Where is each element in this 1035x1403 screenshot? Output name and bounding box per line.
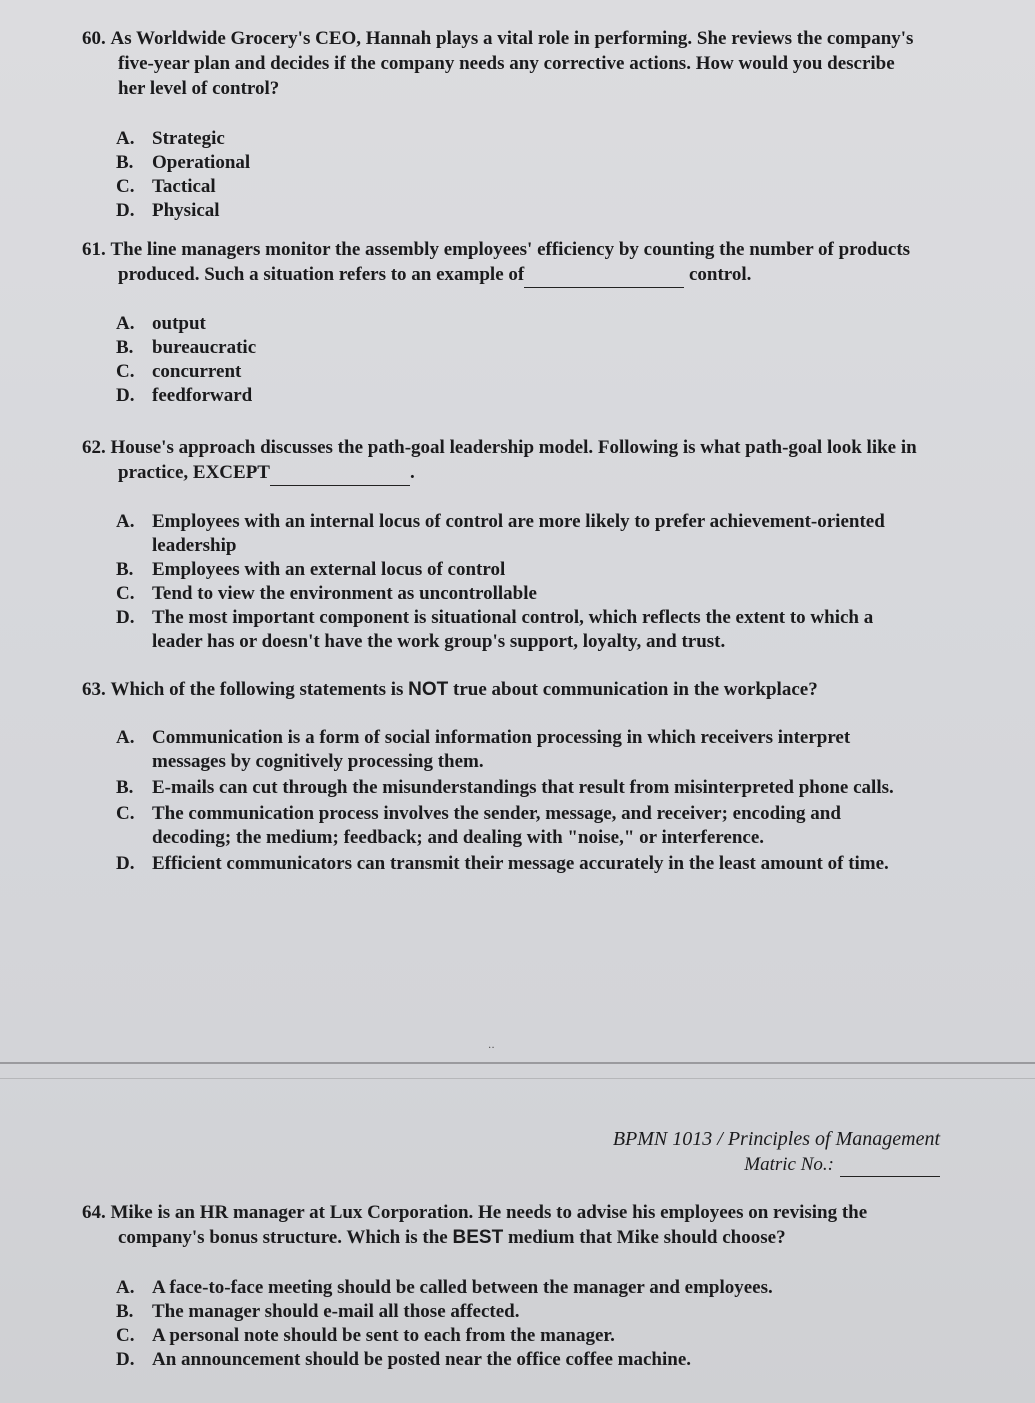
answer-blank[interactable] <box>524 262 684 288</box>
option-b[interactable]: B. E-mails can cut through the misunderstandings that result from misinterpreted phone calls. <box>116 777 894 798</box>
option-b[interactable]: B. The manager should e-mail all those affected. <box>116 1301 520 1322</box>
option-a[interactable]: A. output <box>116 313 206 334</box>
course-header <box>613 1128 940 1151</box>
question-emphasis: BEST <box>452 1227 504 1248</box>
question-text: The line managers monitor the assembly employees' efficiency by counting the number of products produced. Such a situation refers to an example of <box>110 239 911 285</box>
option-d[interactable]: D. The most important component is situational control, which reflects the extent to which a leader has or doesn't have the work group's support, loyalty, and trust. <box>116 607 874 652</box>
question-stem <box>60 677 920 702</box>
matric-label: Matric No.: <box>744 1154 834 1175</box>
page-divider-shadow <box>0 1078 1035 1079</box>
option-list <box>60 127 920 223</box>
question-61 <box>60 237 920 408</box>
question-number: 64. <box>82 1202 106 1223</box>
question-emphasis: NOT <box>408 679 449 700</box>
option-c[interactable]: C. concurrent <box>116 361 242 382</box>
question-text: House's approach discusses the path-goal leadership model. Following is what path-goal look like in practice, EXCEPT <box>110 437 917 483</box>
question-63 <box>60 677 920 876</box>
question-number: 60. <box>82 28 106 49</box>
course-title: BPMN 1013 / Principles of Management <box>612 1128 940 1150</box>
option-d[interactable]: D. feedforward <box>116 385 253 406</box>
option-c[interactable]: C. The communication process involves the sender, message, and receiver; encoding and decoding; the medium; feedback; and dealing with "noise," or interference. <box>116 803 841 848</box>
option-c[interactable]: C. Tend to view the environment as uncontrollable <box>116 583 537 604</box>
question-number: 61. <box>82 239 106 260</box>
option-list <box>60 726 920 876</box>
option-b[interactable]: B. bureaucratic <box>116 337 257 358</box>
matric-number-line <box>744 1154 940 1177</box>
option-list <box>60 312 920 408</box>
option-list <box>60 510 920 654</box>
option-d[interactable]: D. Efficient communicators can transmit their message accurately in the least amount of time. <box>116 853 889 874</box>
question-text: Mike is an HR manager at Lux Corporation. He needs to advise his employees on revising the company's bonus structure. Which is the <box>110 1202 868 1248</box>
option-c[interactable]: C. Tactical <box>116 176 216 197</box>
answer-blank[interactable] <box>270 460 410 486</box>
page-divider <box>0 1062 1035 1064</box>
option-a[interactable]: A. Strategic <box>116 128 225 149</box>
question-text-end: . <box>409 462 415 483</box>
option-d[interactable]: D. An announcement should be posted near the office coffee machine. <box>116 1349 692 1370</box>
question-60 <box>60 26 920 223</box>
question-stem <box>60 435 920 486</box>
question-62 <box>60 435 920 654</box>
option-a[interactable]: A. A face-to-face meeting should be called between the manager and employees. <box>116 1277 773 1298</box>
option-b[interactable]: B. Employees with an external locus of control <box>116 559 506 580</box>
question-stem <box>60 26 920 101</box>
question-stem <box>60 1200 940 1250</box>
matric-input-blank[interactable] <box>840 1154 940 1177</box>
option-a[interactable]: A. Employees with an internal locus of control are more likely to prefer achievement-oriented leadership <box>116 511 885 556</box>
question-text-end: true about communication in the workplace? <box>453 679 818 700</box>
question-number: 62. <box>82 437 106 458</box>
question-number: 63. <box>82 679 106 700</box>
option-b[interactable]: B. Operational <box>116 152 251 173</box>
option-a[interactable]: A. Communication is a form of social information processing in which receivers interpret messages by cognitively processing them. <box>116 727 851 772</box>
option-list <box>60 1276 940 1372</box>
question-stem <box>60 237 920 288</box>
question-text-end: control. <box>688 264 752 285</box>
dust-speck: ․․ <box>488 1040 495 1051</box>
question-text: Which of the following statements is <box>110 679 404 700</box>
question-text: As Worldwide Grocery's CEO, Hannah plays a vital role in performing. She reviews the company's five-year plan and decides if the company needs any corrective actions. How would you describe her level of control? <box>110 28 914 99</box>
question-64 <box>60 1200 940 1372</box>
option-c[interactable]: C. A personal note should be sent to each from the manager. <box>116 1325 615 1346</box>
option-d[interactable]: D. Physical <box>116 200 220 221</box>
question-text-end: medium that Mike should choose? <box>507 1227 786 1248</box>
